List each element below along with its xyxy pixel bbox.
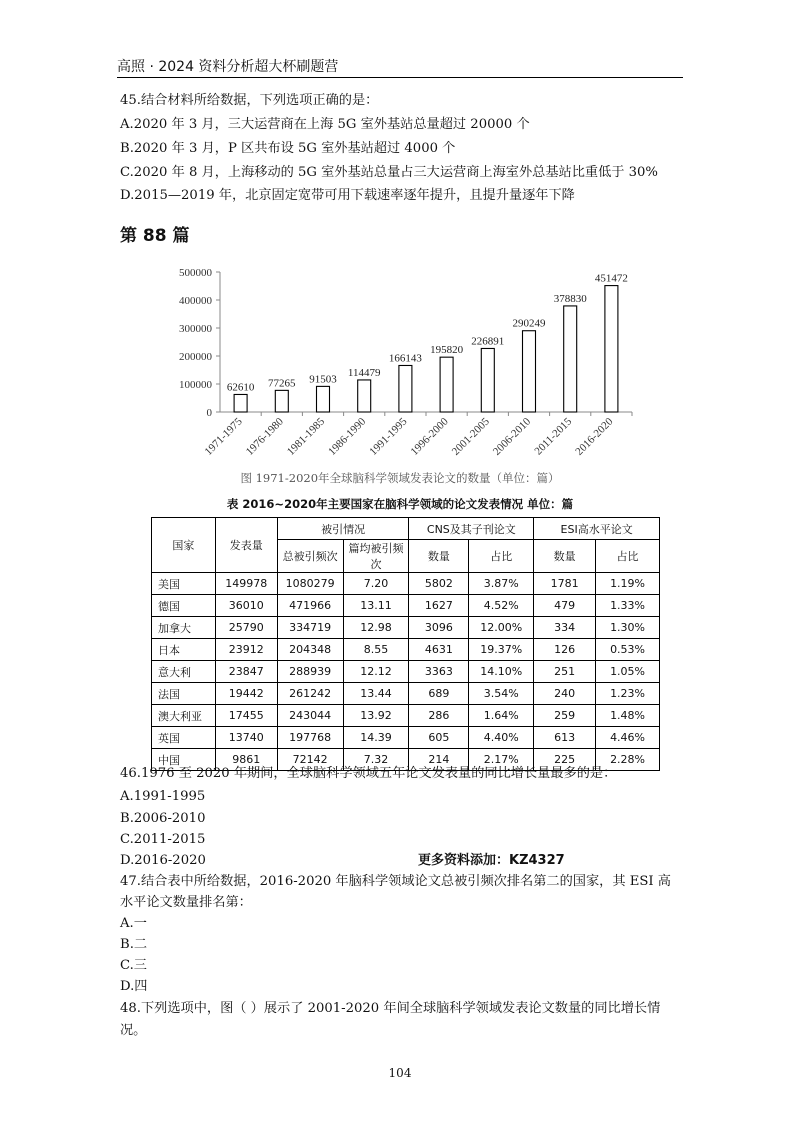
table-cell: 23912: [215, 639, 277, 661]
table-cell: 3363: [409, 661, 469, 683]
q48-stem-line1: 48.下列选项中，图（ ）展示了 2001-2020 年间全球脑科学领域发表论文数量的同比增长情: [120, 1001, 661, 1016]
table-row: [152, 661, 660, 683]
table-cell: 689: [409, 683, 469, 705]
table-cell: 334719: [277, 617, 343, 639]
table-caption: 表 2016~2020年主要国家在脑科学领域的论文发表情况 单位：篇: [226, 497, 574, 511]
table-cell: 1.64%: [469, 705, 534, 727]
running-header: 高照 · 2024 资料分析超大杯刷题营: [117, 59, 339, 75]
header-rule: [117, 77, 683, 78]
table-cell: 334: [534, 617, 596, 639]
header-avg-citations: 篇均被引频次: [343, 540, 409, 573]
section-title: 第 88 篇: [120, 226, 190, 246]
table-cell: 3.54%: [469, 683, 534, 705]
table-cell: 0.53%: [596, 639, 660, 661]
header-citations: 被引情况: [277, 518, 409, 540]
bar: [523, 331, 536, 412]
bar-value-label: 451472: [594, 272, 628, 285]
header-cns-share: 占比: [469, 540, 534, 573]
x-category-label: 1991-1995: [367, 415, 410, 458]
bar-value-label: 91503: [309, 373, 337, 386]
y-tick-label: 300000: [179, 323, 212, 335]
q45-option-a: A.2020 年 3 月，三大运营商在上海 5G 室外基站总量超过 20000 个: [120, 117, 530, 132]
bar: [317, 386, 330, 412]
table-cell: 12.12: [343, 661, 409, 683]
table-cell: 605: [409, 727, 469, 749]
q46-option-a: A.1991-1995: [120, 789, 206, 804]
table-cell: 251: [534, 661, 596, 683]
table-cell: 1.05%: [596, 661, 660, 683]
q45-option-d: D.2015—2019 年，北京固定宽带可用下载速率逐年提升，且提升量逐年下降: [120, 188, 575, 203]
bar: [481, 348, 494, 412]
table-row: [152, 639, 660, 661]
table-cell: 19.37%: [469, 639, 534, 661]
x-category-label: 1996-2000: [408, 415, 451, 458]
table-cell: 1.19%: [596, 573, 660, 595]
table-cell: 2.28%: [596, 749, 660, 771]
q45-stem: 45.结合材料所给数据，下列选项正确的是：: [120, 93, 379, 108]
table-cell: 36010: [215, 595, 277, 617]
q45-option-b: B.2020 年 3 月，P 区共布设 5G 室外基站超过 4000 个: [120, 141, 456, 156]
table-row: [152, 617, 660, 639]
table-cell: 72142: [277, 749, 343, 771]
table-cell: 479: [534, 595, 596, 617]
q46-option-b: B.2006-2010: [120, 811, 206, 826]
table-cell: 13.44: [343, 683, 409, 705]
table-cell: 197768: [277, 727, 343, 749]
table-cell: 14.10%: [469, 661, 534, 683]
table-cell: 204348: [277, 639, 343, 661]
q47-stem-line2: 水平论文数量排名第：: [120, 895, 252, 910]
q48-stem-line2: 况。: [120, 1023, 147, 1038]
x-category-label: 1981-1985: [284, 415, 328, 458]
bar-value-label: 62610: [226, 381, 255, 394]
country-cell: 中国: [152, 749, 216, 771]
table-row: [152, 727, 660, 749]
table-cell: 471966: [277, 595, 343, 617]
country-cell: 英国: [152, 727, 216, 749]
q45-option-c: C.2020 年 8 月，上海移动的 5G 室外基站总量占三大运营商上海室外总基站比重低于 30%: [120, 165, 658, 180]
bar: [440, 357, 453, 412]
bar: [275, 390, 288, 412]
table-cell: 214: [409, 749, 469, 771]
promo-contact: 更多资料添加：KZ4327: [418, 853, 565, 868]
x-category-label: 1976-1980: [243, 415, 286, 458]
page-number: 104: [388, 1066, 412, 1080]
bar-value-label: 195820: [430, 344, 464, 357]
y-tick-label: 400000: [179, 295, 212, 307]
table-cell: 1627: [409, 595, 469, 617]
table-cell: 1080279: [277, 573, 343, 595]
bar: [358, 380, 371, 412]
q47-option-c: C.三: [120, 958, 147, 973]
table-cell: 4631: [409, 639, 469, 661]
bar-value-label: 166143: [388, 352, 422, 365]
y-tick-label: 100000: [179, 379, 212, 391]
country-cell: 美国: [152, 573, 216, 595]
bar-value-label: 114479: [347, 366, 381, 379]
header-country: 国家: [152, 518, 216, 573]
q47-stem-line1: 47.结合表中所给数据，2016-2020 年脑科学领域论文总被引频次排名第二的国家，其 ESI 高: [120, 874, 671, 889]
chart-caption: 图 1971-2020年全球脑科学领域发表论文的数量（单位：篇）: [240, 471, 560, 485]
country-cell: 日本: [152, 639, 216, 661]
country-cell: 加拿大: [152, 617, 216, 639]
bar: [399, 365, 412, 412]
q47-option-d: D.四: [120, 979, 148, 994]
y-tick-label: 0: [206, 407, 212, 419]
table-row: [152, 595, 660, 617]
q47-option-b: B.二: [120, 937, 148, 952]
table-cell: 3096: [409, 617, 469, 639]
table-cell: 259: [534, 705, 596, 727]
bar-value-label: 290249: [512, 317, 546, 330]
table-cell: 243044: [277, 705, 343, 727]
table-row: [152, 705, 660, 727]
x-category-label: 2016-2020: [573, 415, 616, 458]
table-cell: 1.23%: [596, 683, 660, 705]
table-cell: 261242: [277, 683, 343, 705]
header-publications: 发表量: [215, 518, 277, 573]
x-category-label: 1971-1975: [202, 415, 245, 458]
table-cell: 2.17%: [469, 749, 534, 771]
table-cell: 12.98: [343, 617, 409, 639]
table-cell: 288939: [277, 661, 343, 683]
table-cell: 9861: [215, 749, 277, 771]
bar-chart: [160, 262, 640, 492]
country-cell: 意大利: [152, 661, 216, 683]
table-cell: 13.92: [343, 705, 409, 727]
table-cell: 225: [534, 749, 596, 771]
y-tick-label: 200000: [179, 351, 212, 363]
bar-value-label: 77265: [268, 377, 296, 390]
table-cell: 1.48%: [596, 705, 660, 727]
q46-option-d: D.2016-2020: [120, 853, 206, 868]
x-category-label: 2001-2005: [449, 415, 492, 458]
table-cell: 1.33%: [596, 595, 660, 617]
table-cell: 23847: [215, 661, 277, 683]
x-category-label: 2011-2015: [532, 415, 575, 458]
bar: [234, 394, 247, 412]
table-cell: 7.20: [343, 573, 409, 595]
table-cell: 19442: [215, 683, 277, 705]
header-esi-share: 占比: [596, 540, 660, 573]
bar-value-label: 226891: [471, 335, 505, 348]
table-cell: 7.32: [343, 749, 409, 771]
table-cell: 240: [534, 683, 596, 705]
header-cns-count: 数量: [409, 540, 469, 573]
table-cell: 5802: [409, 573, 469, 595]
table-row: [152, 573, 660, 595]
table-cell: 149978: [215, 573, 277, 595]
table-cell: 13740: [215, 727, 277, 749]
country-paper-table: [151, 517, 660, 771]
table-cell: 1.30%: [596, 617, 660, 639]
bar: [564, 306, 577, 412]
x-category-label: 1986-1990: [326, 415, 369, 458]
country-cell: 澳大利亚: [152, 705, 216, 727]
country-cell: 法国: [152, 683, 216, 705]
table-cell: 126: [534, 639, 596, 661]
table-cell: 14.39: [343, 727, 409, 749]
table-cell: 25790: [215, 617, 277, 639]
country-cell: 德国: [152, 595, 216, 617]
table-cell: 8.55: [343, 639, 409, 661]
table-cell: 3.87%: [469, 573, 534, 595]
table-cell: 613: [534, 727, 596, 749]
q46-option-c: C.2011-2015: [120, 832, 206, 847]
header-esi: ESI高水平论文: [534, 518, 660, 540]
bar-value-label: 378830: [553, 292, 587, 305]
table-header-row: [152, 518, 660, 540]
table-cell: 13.11: [343, 595, 409, 617]
x-category-label: 2006-2010: [490, 415, 534, 458]
table-cell: 1781: [534, 573, 596, 595]
header-cns: CNS及其子刊论文: [409, 518, 534, 540]
bar: [605, 286, 618, 412]
header-total-citations: 总被引频次: [277, 540, 343, 573]
table-cell: 17455: [215, 705, 277, 727]
header-esi-count: 数量: [534, 540, 596, 573]
table-row: [152, 683, 660, 705]
table-cell: 4.46%: [596, 727, 660, 749]
table-cell: 286: [409, 705, 469, 727]
table-cell: 12.00%: [469, 617, 534, 639]
table-cell: 4.40%: [469, 727, 534, 749]
table-cell: 4.52%: [469, 595, 534, 617]
q47-option-a: A.一: [120, 916, 147, 931]
y-tick-label: 500000: [179, 267, 212, 279]
q46-stem: 46.1976 至 2020 年期间，全球脑科学领域五年论文发表量的同比增长量最多的是：: [120, 766, 617, 781]
